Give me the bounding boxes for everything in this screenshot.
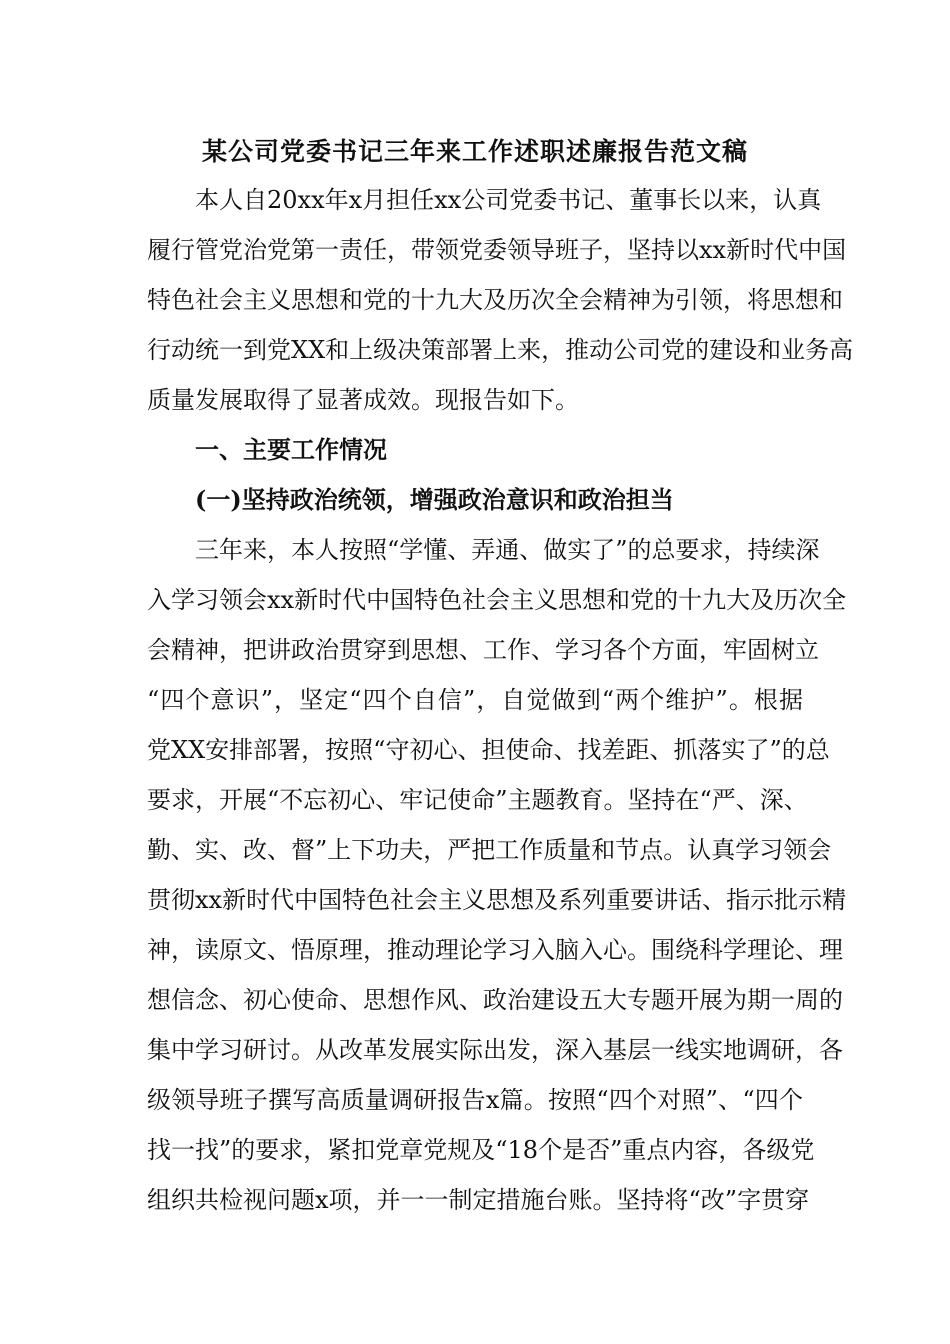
body-line: 贯彻xx新时代中国特色社会主义思想及系列重要讲话、指示批示精 (147, 886, 847, 914)
intro-line: 特色社会主义思想和党的十九大及历次全会精神为引领，将思想和 (147, 286, 843, 314)
body-line: 会精神，把讲政治贯穿到思想、工作、学习各个方面，牢固树立 (147, 636, 819, 664)
section-heading: 一、主要工作情况 (195, 435, 387, 464)
intro-line: 本人自20xx年x月担任xx公司党委书记、董事长以来，认真 (195, 186, 822, 214)
intro-line: 行动统一到党XX和上级决策部署上来，推动公司党的建设和业务高 (147, 336, 854, 364)
body-line: 党XX安排部署，按照“守初心、担使命、找差距、抓落实了”的总 (147, 736, 830, 764)
body-line: 入学习领会xx新时代中国特色社会主义思想和党的十九大及历次全 (147, 586, 847, 614)
intro-line: 质量发展取得了显著成效。现报告如下。 (147, 386, 579, 414)
body-line: 级领导班子撰写高质量调研报告x篇。按照“四个对照”、“四个 (147, 1086, 803, 1114)
body-line: “四个意识”，坚定“四个自信”，自觉做到“两个维护”。根据 (147, 686, 803, 714)
body-line: 集中学习研讨。从改革发展实际出发，深入基层一线实地调研，各 (147, 1036, 843, 1064)
subsection-heading: (一)坚持政治统领，增强政治意识和政治担当 (195, 485, 674, 514)
body-line: 要求，开展“不忘初心、牢记使命”主题教育。坚持在“严、深、 (147, 786, 808, 814)
body-line: 组织共检视问题x项，并一一制定措施台账。坚持将“改”字贯穿 (147, 1186, 810, 1214)
intro-line: 履行管党治党第一责任，带领党委领导班子，坚持以xx新时代中国 (147, 236, 847, 264)
body-line: 神，读原文、悟原理，推动理论学习入脑入心。围绕科学理论、理 (147, 936, 843, 964)
document-title: 某公司党委书记三年来工作述职述廉报告范文稿 (201, 137, 748, 166)
body-line: 想信念、初心使命、思想作风、政治建设五大专题开展为期一周的 (147, 986, 843, 1014)
body-line: 三年来，本人按照“学懂、弄通、做实了”的总要求，持续深 (195, 536, 820, 564)
body-line: 勤、实、改、督”上下功夫，严把工作质量和节点。认真学习领会 (147, 836, 832, 864)
body-line: 找一找”的要求，紧扣党章党规及“18个是否”重点内容，各级党 (147, 1136, 815, 1164)
